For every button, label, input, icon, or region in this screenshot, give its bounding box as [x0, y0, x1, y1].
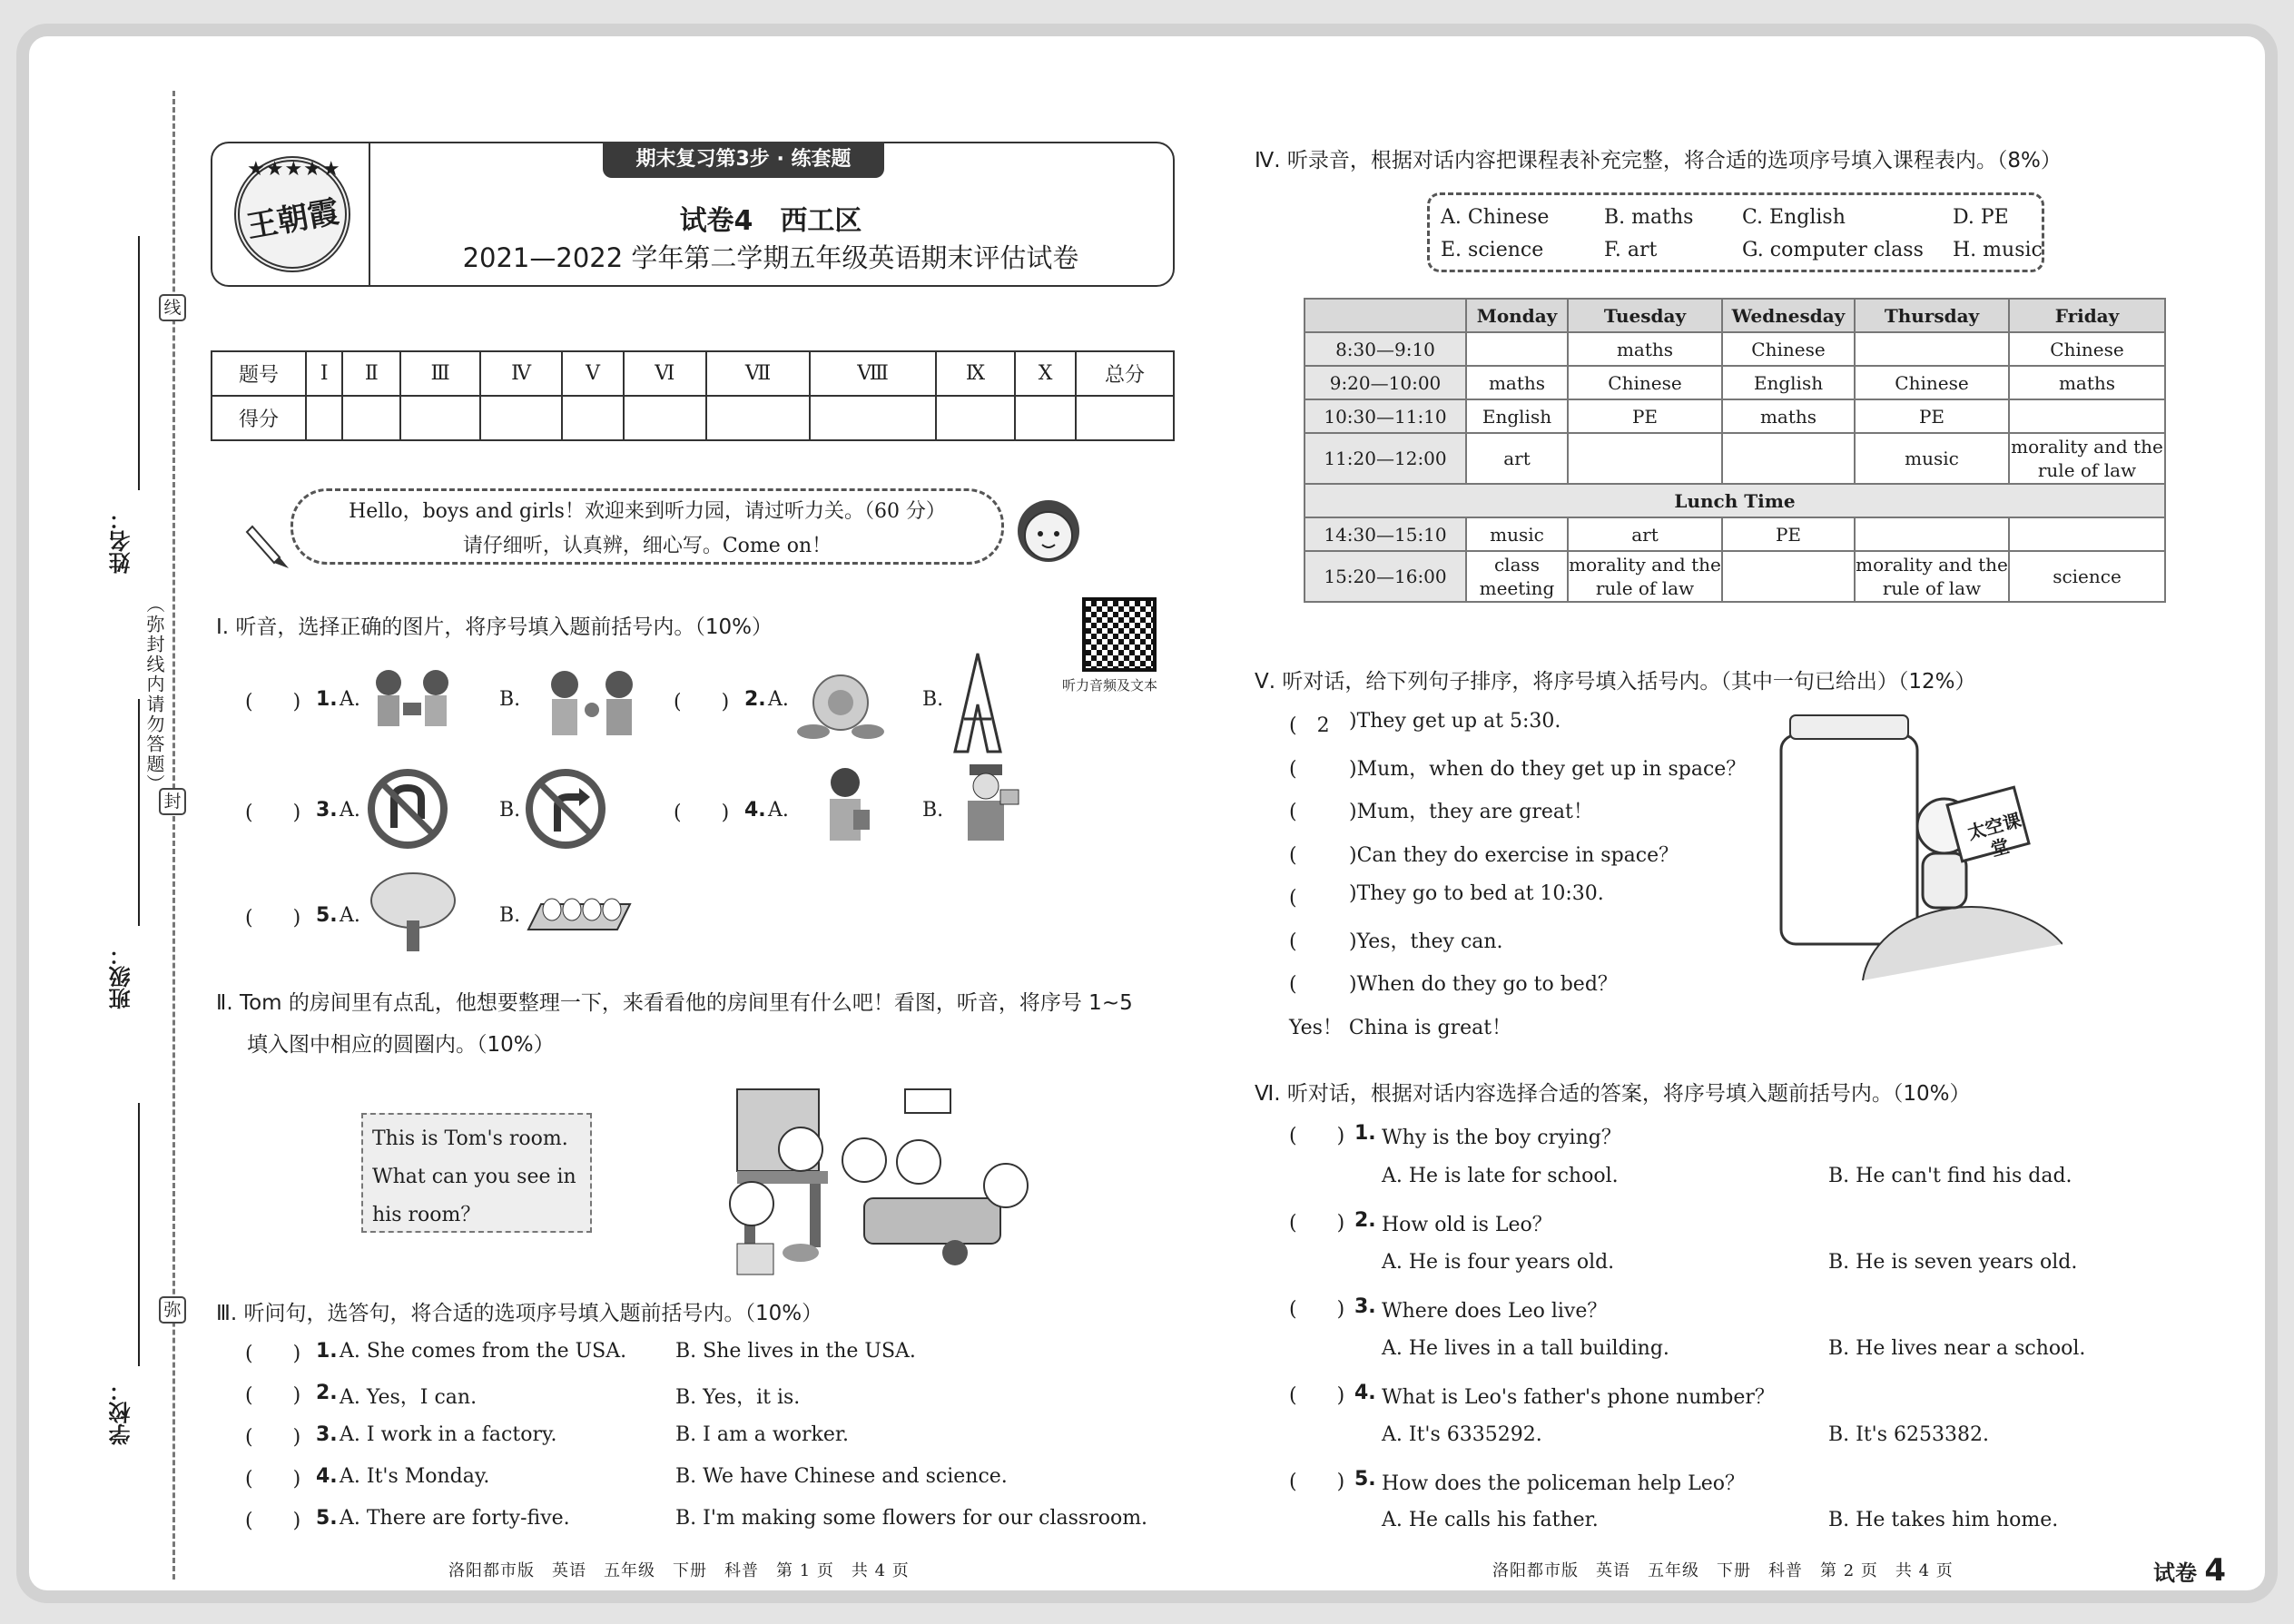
answer-bracket[interactable]: ( ) — [674, 691, 730, 714]
qr-caption: 听力音频及文本 — [1062, 677, 1158, 694]
kids-exchange-gift-image[interactable] — [363, 663, 463, 744]
exam-sheet: 线 封 弥 （弥封线内请勿答题） 姓名： 班级： 学校： ★★★★★ 王朝霞 期末复习第3步 · 练套题 试卷4 西工区 2021—2022 学年第二学期五年级英语期末评估试卷 题号 Ⅰ Ⅱ Ⅲ Ⅳ Ⅴ Ⅵ Ⅶ Ⅷ Ⅸ Ⅹ 总分 得分 Hello，boys and girls！欢迎来到听力园，请过听力关。（60 分） 请仔细听，认真辨，细心写。Come on！ 听力音频及文本 Ⅰ. 听音，选择正确的图片，将序号填入题前括号内。（10%） ( ) 1. A. B. ( ) 2. A. B. ( ) 3. A. B. ( ) 4. A. B. ( ) 5. A. B. Ⅱ. Tom 的房间里有点乱，他想要整理一下，来看看他的房间里有什么吧！看图，听音，将序号 1~5 填入图中相应的圆圈内。（10%） This is Tom's room. What can you see in his room？ Ⅲ. 听问句，选答句，将合适的选项序号填入题前括号内。（10%） ( ) 1. A. She comes from the USA. B. She lives in the USA. ( ) 2. A. Yes，I can. B. Yes，it is. ( ) 3. A. I work in a factory. B. I am a worker. ( ) 4. A. It's Monday. B. We have Chinese and science. ( ) 5. A. There are forty-five. B. I'm making some flowers for our classroom. 洛阳都市版 英语 五年级 下册 科普 第 1 页 共 4 页 Ⅳ. 听录音，根据对话内容把课程表补充完整，将合适的选项序号填入课程表内。（8%） A. Chinese B. maths C. English D. PE E. science F. art G. computer class H. music Monday Tuesday Wednesday Thursday Friday 8:30—9:10 maths Chinese Chinese 9:20—10:00 maths Chinese English Chinese maths 10:30—11:10 English PE maths PE 11:20—12:00 art music morality and the rule of law Lunch Time 14:30—15:10 music art PE 15:20—16:00 class meeting morality and the rule of law morality and the rule of law science Ⅴ. 听对话，给下列句子排序，将序号填入括号内。（其中一句已给出）（12%） ( 2 )They get up at 5:30. ( )Mum，when do they get up in space？ ( )Mum，they are great！ ( )Can they do exercise in space？ ( )They go to bed at 10:30. ( )Yes，they can. ( )When do they go to bed？ Yes！ China is great！ 太空课堂 Ⅵ. 听对话，根据对话内容选择合适的答案，将序号填入题前括号内。（10%） ( ) 1. Why is the boy crying？ A. He is late for school. B. He can't find his dad. ( ) 2. How old is Leo？ A. He is four years old. B. He is seven years old. ( ) 3. Where does Leo live？ A. He lives in a tall building. B. He lives near a school. ( ) 4. What is Leo's father's phone number？ A. It's 6335292. B. It's 6253382. ( ) 5. How does the policeman help Leo？ A. He calls his father. B. He takes him home. 洛阳都市版 英语 五年级 下册 科普 第 2 页 共 4 页 试卷 4 — [29, 36, 2265, 1590]
section-6-title: Ⅵ. 听对话，根据对话内容选择合适的答案，将序号填入题前括号内。（10%） — [1255, 1082, 1971, 1106]
girl-avatar — [1008, 481, 1089, 572]
answer-bracket[interactable]: ( ) — [245, 802, 301, 824]
footer-left: 洛阳都市版 英语 五年级 下册 科普 第 1 页 共 4 页 — [448, 1561, 910, 1580]
binding-mark-mi: 弥 — [159, 1296, 186, 1324]
section-2-title-line1: Ⅱ. Tom 的房间里有点乱，他想要整理一下，来看看他的房间里有什么吧！看图，听音，将序号 1~5 — [216, 991, 1133, 1015]
timetable-row: 10:30—11:10 English PE maths PE — [1305, 399, 2165, 433]
section-3-title: Ⅲ. 听问句，选答句，将合适的选项序号填入题前括号内。（10%） — [216, 1302, 823, 1325]
binding-mark-xian: 线 — [159, 294, 186, 321]
section-1-title: Ⅰ. 听音，选择正确的图片，将序号填入题前括号内。（10%） — [216, 615, 773, 639]
binding-note: （弥封线内请勿答题） — [143, 595, 165, 794]
review-step-tag: 期末复习第3步 · 练套题 — [603, 142, 884, 178]
timetable-row: 11:20—12:00 art music morality and the rule of law — [1305, 433, 2165, 484]
kids-sharing-image[interactable] — [537, 663, 646, 750]
school-field[interactable] — [138, 1103, 140, 1366]
class-label: 班级： — [109, 944, 134, 1009]
score-header-row: 题号 Ⅰ Ⅱ Ⅲ Ⅳ Ⅴ Ⅵ Ⅶ Ⅷ Ⅸ Ⅹ 总分 — [212, 351, 1174, 396]
score-row: 得分 — [212, 396, 1174, 440]
schedule-options: A. Chinese B. maths C. English D. PE E. science F. art G. computer class H. music — [1427, 192, 2044, 272]
section-5-title: Ⅴ. 听对话，给下列句子排序，将序号填入括号内。（其中一句已给出）（12%） — [1255, 670, 1976, 694]
name-field[interactable] — [138, 236, 140, 490]
answer-bracket[interactable]: ( ) — [674, 802, 730, 824]
name-label: 姓名： — [109, 508, 134, 574]
answer-bracket[interactable]: ( — [1289, 844, 1337, 867]
eiffel-tower-image[interactable] — [946, 650, 1009, 755]
answer-bracket[interactable]: ( ) — [245, 907, 301, 930]
answer-bracket[interactable]: ( — [1289, 887, 1337, 910]
paper-header — [211, 142, 1175, 287]
answer-bracket[interactable]: ( — [1289, 801, 1337, 823]
section-2-title-line2: 填入图中相应的圆圈内。（10%） — [247, 1033, 555, 1057]
school-label: 学校： — [109, 1380, 134, 1445]
peony-image[interactable] — [795, 663, 886, 744]
timetable-header: Monday Tuesday Wednesday Thursday Friday — [1305, 299, 2165, 332]
timetable-row: 14:30—15:10 music art PE — [1305, 517, 2165, 551]
answer-bracket[interactable]: ( — [1289, 758, 1337, 781]
publisher-logo — [234, 156, 350, 272]
no-u-turn-sign-image[interactable] — [367, 768, 448, 850]
answer-bracket[interactable]: ( — [1289, 930, 1337, 953]
egg-tray-image[interactable] — [525, 884, 634, 939]
timetable-row: 8:30—9:10 maths Chinese Chinese — [1305, 332, 2165, 366]
answer-bracket-given: ( 2 — [1289, 714, 1330, 737]
qr-code[interactable] — [1082, 597, 1157, 672]
footer-right: 洛阳都市版 英语 五年级 下册 科普 第 2 页 共 4 页 — [1492, 1561, 1954, 1580]
paper-title: 试卷4 西工区 — [679, 205, 862, 237]
tom-room-note: This is Tom's room. What can you see in his room？ — [361, 1113, 592, 1233]
timetable — [1304, 298, 2166, 603]
paper-number-tag: 试卷 4 — [2153, 1552, 2227, 1589]
answer-bracket[interactable]: ( — [1289, 973, 1337, 996]
lunch-row: Lunch Time — [1305, 484, 2165, 517]
tree-image[interactable] — [363, 868, 463, 959]
no-right-turn-sign-image[interactable] — [525, 768, 606, 850]
pencil-icon — [243, 517, 298, 572]
logo-text: 王朝霞 — [243, 193, 342, 246]
tom-room-image[interactable] — [701, 1071, 1037, 1280]
section-5-closing: Yes！ China is great！ — [1289, 1017, 1512, 1039]
timetable-row: 15:20—16:00 class meeting morality and the rule of law morality and the rule of law science — [1305, 551, 2165, 602]
listening-intro: Hello，boys and girls！欢迎来到听力园，请过听力关。（60 分） 请仔细听，认真辨，细心写。Come on！ — [290, 488, 1004, 565]
section-4-title: Ⅳ. 听录音，根据对话内容把课程表补充完整，将合适的选项序号填入课程表内。（8%） — [1255, 149, 2062, 172]
score-table — [211, 350, 1175, 441]
woman-reading-image[interactable] — [812, 763, 879, 853]
logo-stars: ★★★★★ — [247, 158, 341, 181]
class-field[interactable] — [138, 699, 140, 926]
paper-subtitle: 2021—2022 学年第二学期五年级英语期末评估试卷 — [462, 242, 1079, 273]
timetable-row: 9:20—10:00 maths Chinese English Chinese maths — [1305, 366, 2165, 399]
answer-bracket[interactable]: ( ) — [245, 691, 301, 714]
binding-mark-feng: 封 — [159, 788, 186, 815]
space-classroom-sign: 太空课堂 — [1964, 809, 2023, 861]
postman-image[interactable] — [951, 763, 1024, 853]
